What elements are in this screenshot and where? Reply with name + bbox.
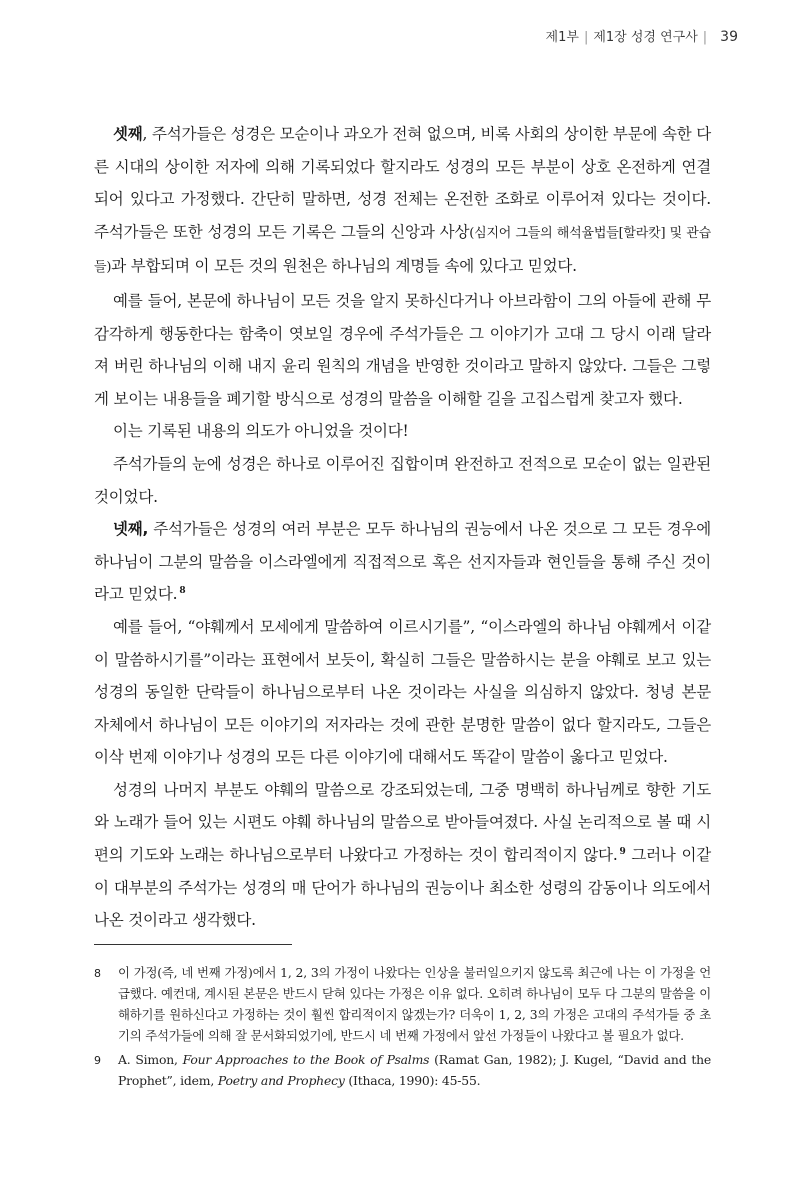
footnote-8 [94,962,711,1046]
footnote-divider [94,944,292,945]
page-number: 39 [720,29,738,45]
footnote-number: 8 [94,967,101,980]
paragraph-psalms [94,774,711,937]
paragraph-unity: 주석가들의 눈에 성경은 하나로 이루어진 집합이며 완전하고 전적으로 모순이 없는 일관된 것이었다. [94,454,711,506]
running-header [546,26,738,45]
book-title: Poetry and Prophecy [217,1073,345,1088]
chapter-label: 제1장 성경 연구사 [593,30,698,45]
part-label: 제1부 [545,30,579,45]
paragraph-text: 성경의 나머지 부분도 야훼의 말씀으로 강조되었는데, 그중 명백히 하나님께로 향한 기도와 노래가 들어 있는 시편도 야훼 하나님의 말씀으로 받아들여졌다. 사실 논리적으로 볼 때 시편의 기도와 노래는 하나님으로부터 나왔다고 가정하는 것이 합리적이지 않다. [94,780,711,865]
footnotes [94,962,711,1094]
citation-text: A. Simon, [118,1052,183,1067]
citation-text: (Ramat Gan, 1982); J. Kugel, “David and the Prophet”, idem, [118,1052,712,1088]
footnote-text: 이 가정(즉, 네 번째 가정)에서 1, 2, 3의 가정이 나왔다는 인상을 불러일으키지 않도록 최근에 나는 이 가정을 언급했다. 예컨대, 계시된 본문은 반드시 닫혀 있다는 가정은 이유 없다. 오히려 하나님이 모두 다 그분의 말씀을 이해하기를 원하신다고 가정하는 것이 훨씬 합리적이지 않겠는가? 더욱이 1, 2, 3의 가정은 고대의 주석가들 중 초기의 주석가들에 의해 잘 문서화되었기에, 반드시 네 번째 가정에서 앞선 가정들이 나왔다고 볼 필요가 없다. [118,965,711,1043]
paragraph-text: 그러나 이같이 대부분의 주석가는 성경의 매 단어가 하나님의 권능이나 최소한 성령의 감동이나 의도에서 나온 것이라고 생각했다. [94,846,711,930]
lead-word: 넷째, [113,520,149,539]
paragraph-text: 주석가들은 성경의 여러 부분은 모두 하나님의 권능에서 나온 것으로 그 모든 경우에 하나님이 그분의 말씀을 이스라엘에게 직접적으로 혹은 선지자들과 현인들을 통해 주신 것이라고 믿었다. [94,520,711,604]
body-text [94,118,711,937]
footnote-number: 9 [94,1054,101,1067]
paragraph-text: , 주석가들은 성경은 모순이나 과오가 전혀 없으며, 비록 사회의 상이한 부문에 속한 다른 시대의 상이한 저자에 의해 기록되었다 할지라도 성경의 모든 부분이 상호 온전하게 연결되어 있다고 가정했다. 간단히 말하면, 성경 전체는 온전한 조화로 이루어져 있다는 것이다. 주석가들은 또한 성경의 모든 기록은 그들의 신앙과 사상 [94,125,712,241]
paragraph-third-assumption [94,118,711,285]
footnote-ref[interactable]: 9 [619,846,626,857]
footnote-text [118,1049,711,1091]
footnote-9 [94,1049,711,1091]
footnote-ref[interactable]: 8 [179,586,186,597]
paragraph-text: 과 부합되며 이 모든 것의 원천은 하나님의 계명들 속에 있다고 믿었다. [111,257,577,276]
paragraph-example-2: 예를 들어, “야훼께서 모세에게 말씀하여 이르시기를”, “이스라엘의 하나님 야훼께서 이같이 말씀하시기를”이라는 표현에서 보듯이, 확실히 그들은 말씀하시는 분을 야훼로 보고 있는 성경의 동일한 단락들이 하나님으로부터 나온 것이라는 사실을 의심하지 않았다. 청녕 본문 자체에서 하나님이 모든 이야기의 저자라는 것에 관한 분명한 말씀이 없다 할지라도, 그들은 이삭 번제 이야기나 성경의 모든 다른 이야기에 대해서도 똑같이 말씀이 옳다고 믿었다. [94,617,711,767]
citation-text: (Ithaca, 1990): 45-55. [344,1073,481,1088]
header-separator: | [583,30,589,45]
book-title: Four Approaches to the Book of Psalms [182,1052,430,1067]
header-separator: | [702,30,708,45]
paragraph-exclamation: 이는 기록된 내용의 의도가 아니었을 것이다! [113,422,409,441]
inline-note: (심지어 그들의 해석율법들[할라캇] 및 관습들) [94,225,711,276]
lead-word: 셋째 [113,125,143,143]
paragraph-fourth-assumption [94,513,711,611]
paragraph-example: 예를 들어, 본문에 하나님이 모든 것을 알지 못하신다거나 아브라함이 그의 아들에 관해 무감각하게 행동한다는 함축이 엿보일 경우에 주석가들은 그 이야기가 고대 그 당시 이래 달라져 버린 하나님의 이해 내지 윤리 원칙의 개념을 반영한 것이라고 말하지 않았다. 그들은 그렇게 보이는 내용들을 폐기할 방식으로 성경의 말씀을 이해할 길을 고집스럽게 찾고자 했다. [94,291,711,408]
